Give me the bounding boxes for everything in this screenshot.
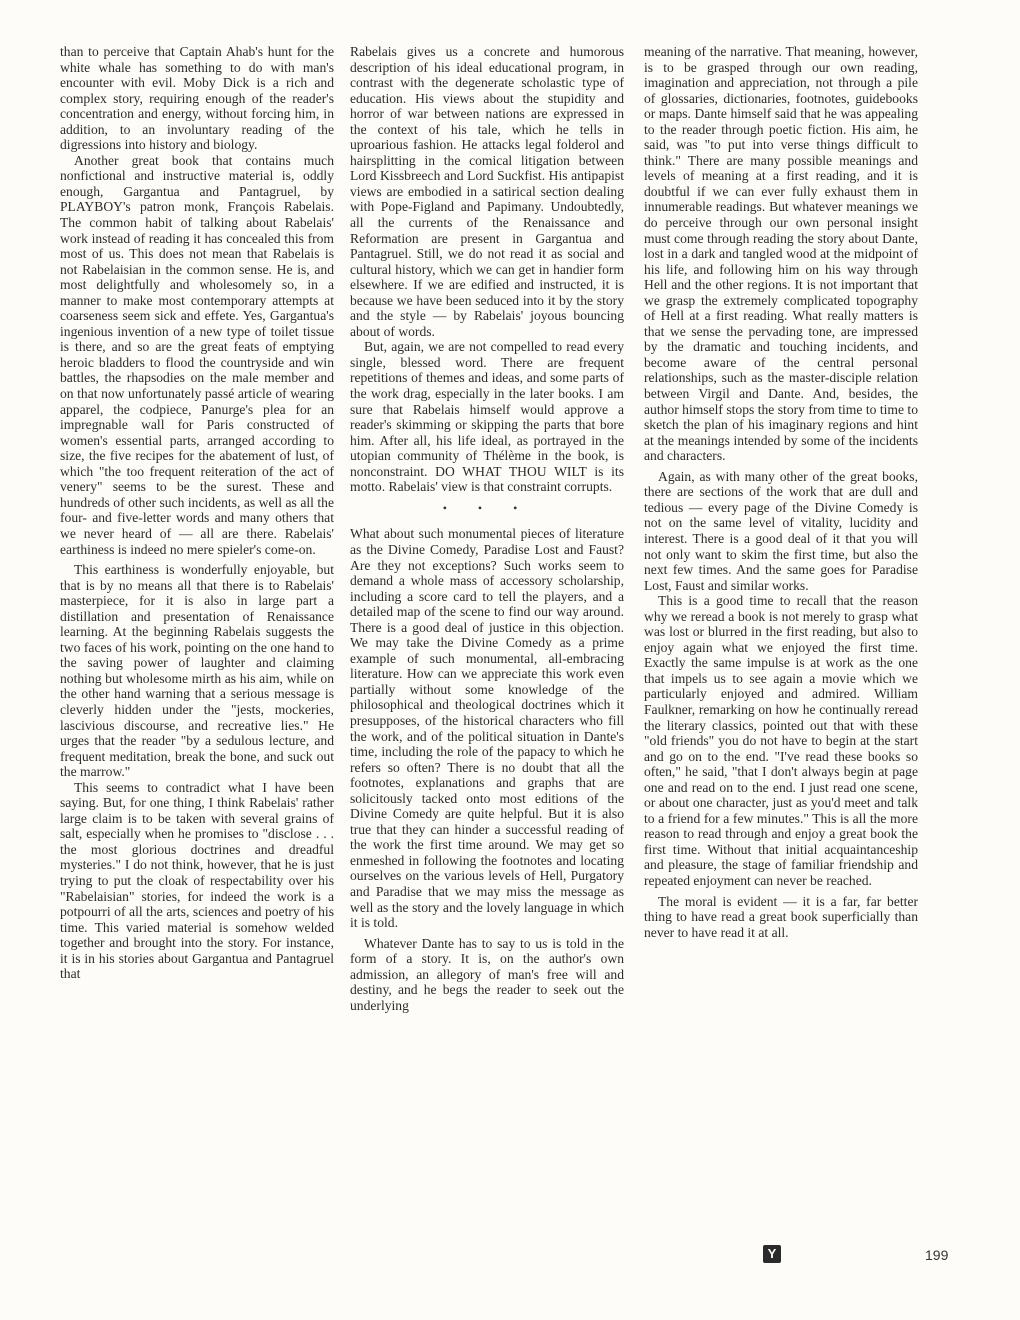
- paragraph: This seems to contradict what I have been saying. But, for one thing, I think Rabelais' rather large claim is to be taken with several grains of salt, especially when he promises to "disclose . . . the most glorious doctrines and dreadful mysteries." I do not think, however, that he is just trying to put the cloak of respectability over his "Rabelaisian" stories, for indeed the work is a potpourri of all the arts, sciences and poetry of his time. This varied material is somehow welded together and brought into the story. For instance, it is in his stories about Gargantua and Pantagruel that: [60, 779, 334, 982]
- paragraph: But, again, we are not compelled to read every single, blessed word. There are frequent repetitions of themes and ideas, and some parts of the work drag, especially in the later books. I am sure that Rabelais himself would approve a reader's skimming or skipping the parts that bore him. After all, his life ideal, as portrayed in the utopian community of Thélème in the book, is nonconstraint. DO WHAT THOU WILT is its motto. Rabelais' view is that constraint corrupts.: [350, 339, 624, 495]
- paragraph: Rabelais gives us a concrete and humorous description of his ideal educational program, in contrast with the degenerate scholastic type of education. His views about the stupidity and horror of war between nations are expressed in the context of his tale, which he tells in uproarious fashion. He attacks legal folderol and hairsplitting in the comical litigation between Lord Kissbreech and Lord Suckfist. His antipapist views are embodied in a satirical section dealing with Pope-Figland and Papimany. Undoubtedly, all the currents of the Renaissance and Reformation are present in Gargantua and Pantagruel. Still, we do not read it as social and cultural history, which we can get in handier form elsewhere. If we are edified and instructed, it is because we have been seduced into it by the story and the style — by Rabelais' joyous bouncing about of words.: [350, 44, 624, 339]
- section-break: • • •: [442, 500, 532, 515]
- paragraph: This earthiness is wonderfully enjoyable, but that is by no means all that there is to Rabelais' masterpiece, for it is also in large part a distillation and presentation of Renaissance learning. At the beginning Rabelais suggests the two faces of his work, pointing on the one hand to the saving power of laughter and claiming nothing but wholesome mirth as his aim, while on the other hand warning that a serious message is cleverly hidden under the "jests, mockeries, lascivious discourse, and recreative lies." He urges that the reader "by a sedulous lecture, and frequent meditation, break the bone, and suck out the marrow.": [60, 562, 334, 780]
- column-2-bottom: [350, 526, 624, 1013]
- paragraph: Again, as with many other of the great books, there are sections of the work that are dull and tedious — every page of the Divine Comedy is not on the same level of vitality, lucidity and interest. There is a good deal of it that you will not only want to skim the first time, but also the next few times. And the same goes for Paradise Lost, Faust and similar works.: [644, 468, 918, 593]
- column-3: [644, 44, 918, 940]
- paragraph: Another great book that contains much nonfictional and instructive material is, oddly enough, Gargantua and Pantagruel, by PLAYBOY's patron monk, François Rabelais. The common habit of talking about Rabelais' work instead of reading it has concealed this from most of us. This does not mean that Rabelais is not Rabelaisian in the common sense. He is, and most delightfully and wholesomely so, in a manner to make most contemporary attempts at coarseness seem sick and effete. Yes, Gargantua's ingenious invention of a new type of toilet tissue is there, and so are the great feats of emptying heroic bladders to flood the countryside and win battles, the rhapsodies on the male member and on that now unfortunately passé article of wearing apparel, the codpiece, Panurge's plea for an impregnable wall for Paris constructed of women's essential parts, arranged according to size, the five recipes for the abatement of lust, of which "the too frequent reiteration of the act of venery" seems to be the surest. These and hundreds of other such incidents, as well as all the four- and five-letter words and many others that we never heard of — all are there. Rabelais' earthiness is indeed no mere spieler's come-on.: [60, 152, 334, 557]
- column-2: [350, 44, 624, 1013]
- paragraph: than to perceive that Captain Ahab's hunt for the white whale has something to do with man's encounter with evil. Moby Dick is a rich and complex story, requiring enough of the reader's concentration and energy, without forcing him, in addition, to an involuntary reading of the digressions into history and biology.: [60, 44, 334, 153]
- paragraph: Whatever Dante has to say to us is told in the form of a story. It is, on the author's own admission, an allegory of man's free will and destiny, and he begs the reader to seek out the underlying: [350, 935, 624, 1013]
- column-1: [60, 44, 334, 982]
- paragraph: This is a good time to recall that the reason why we reread a book is not merely to grasp what was lost or blurred in the first reading, but also to enjoy again what we enjoyed the first time. Exactly the same impulse is at work as the one that impels us to see again a movie which we particularly enjoyed and admired. William Faulkner, remarking on how he continually reread the literary classics, pointed out that with these "old friends" you do not have to begin at the start and go on to the end. "I've read these books so often," he said, "that I don't always begin at page one and read on to the end. I just read one scene, or about one character, just as you'd meet and talk to a friend for a few minutes." This is all the more reason to read through and enjoy a great book the first time. Without that initial acquaintanceship and pleasure, the stage of familiar friendship and repeated enjoyment can never be reached.: [644, 593, 918, 888]
- paragraph: The moral is evident — it is a far, far better thing to have read a great book superficially than never to have read it at all.: [644, 893, 918, 940]
- paragraph: meaning of the narrative. That meaning, however, is to be grasped through our own reading, imagination and appreciation, not through a pile of glossaries, dictionaries, footnotes, guidebooks or maps. Dante himself said that he was appealing to the reader through poetic fiction. His aim, he said, was "to put into verse things difficult to think." There are many possible meanings and levels of meaning at a first reading, and it is doubtful if we can ever fully exhaust them in innumerable readings. But whatever meanings we do perceive through our own personal insight must come through reading the story about Dante, lost in a dark and tangled wood at the midpoint of his life, and following him on his way through Hell and the other regions. It is not important that we grasp the extremely complicated topography of Hell at a first reading. What really matters is that we sense the pervading tone, are impressed by the dramatic and touching incidents, and become aware of the central personal relationships, such as the master-disciple relation between Virgil and Dante. And, besides, the author himself stops the story from time to time to sketch the plan of his imaginary regions and hint at the meanings intended by some of the incidents and characters.: [644, 44, 918, 464]
- page-number: 199: [925, 1247, 949, 1263]
- column-2-top: [350, 44, 624, 495]
- rabbit-logo-icon: Y: [763, 1245, 781, 1263]
- paragraph: What about such monumental pieces of literature as the Divine Comedy, Paradise Lost and Faust? Are they not exceptions? Such works seem to demand a whole mass of accessory scholarship, including a score card to tell the players, and a detailed map of the scene to find our way around. There is a good deal of justice in this objection. We may take the Divine Comedy as a prime example of such monumental, all-embracing literature. How can we appreciate this work even partially without some knowledge of the philosophical and theological doctrines which it presupposes, of the historical characters who fill the work, and of the political situation in Dante's time, including the role of the papacy to which he refers so often? There is no doubt that all the footnotes, explanations and graphs that are solicitously tacked onto most editions of the Divine Comedy are quite helpful. But it is also true that they can hinder a successful reading of the work the first time around. We may get so enmeshed in following the footnotes and locating ourselves on the various levels of Hell, Purgatory and Paradise that we may miss the message as well as the story and the lovely language in which it is told.: [350, 526, 624, 931]
